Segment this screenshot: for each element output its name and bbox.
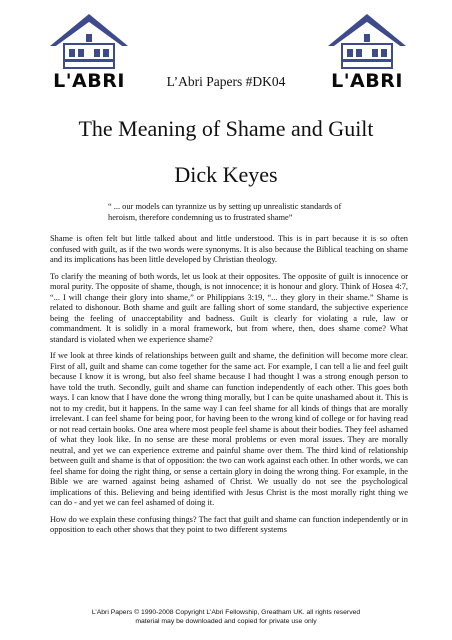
page-footer bbox=[0, 608, 452, 626]
epigraph-line: heroism, therefore condemning us to frustrated shame” bbox=[108, 213, 293, 222]
body-paragraph: Shame is often felt but little talked about and little understood. This is in part because it is so often confused with guilt, as if the two words were synonyms. It is also because the Biblical teaching on shame and its implications has been little developed by Christian theology. bbox=[50, 234, 408, 264]
document-author: Dick Keyes bbox=[174, 162, 278, 187]
epigraph-line: “ ... our models can tyrannize us by setting up unrealistic standards of bbox=[108, 202, 342, 211]
paper-series-label: L’Abri Papers #DK04 bbox=[166, 74, 286, 89]
body-paragraph: If we look at three kinds of relationships between guilt and shame, the definition will become more clear. First of all, guilt and shame can come together for the same act. For example, I can tell a lie and feel guilt because I know it is wrong, but also feel shame because I had thought I was a strong enough person to have told the truth. Secondly, guilt and shame can function independently of each other. This goes both ways. I can know that I have done the wrong thing morally, but I can be quite unashamed about it. This is not to my credit, but it happens. In the same way I can feel shame for all kinds of things that are morally irrelevant. I can feel shame for being poor, for having been to the wrong kind of college or for having read or not read certain books. One area where most people feel shame is about their bodies. They feel ashamed of what they look like. In no sense are these moral problems or even moral issues. They are morally neutral, and yet we can experience extreme and painful shame over them. The third kind of relationship between guilt and shame is that of opposition: the two can work against each other. In other words, we can feel shame for doing the right thing, or sense a certain glory in doing the wrong thing. For example, in the Bible we are warned against being ashamed of Christ. We usually do not see the psychological implications of this. Believing and being identified with Jesus Christ is the most morally right thing we can do - and yet we can feel ashamed of doing it. bbox=[50, 351, 408, 507]
labri-logo-text-left: L'ABRI bbox=[53, 70, 125, 92]
epigraph-quote bbox=[108, 201, 408, 223]
labri-logo-right bbox=[326, 12, 408, 96]
usage-notice: material may be downloaded and copied for private use only bbox=[135, 618, 317, 625]
document-body bbox=[50, 234, 408, 542]
body-paragraph: To clarify the meaning of both words, let us look at their opposites. The opposite of guilt is innocence or moral purity. The opposite of shame, though, is not innocence; it is honour and glory. Think of Hosea 4:7, “... I will change their glory into shame,” or Philippians 3:19, “... they glory in their shame.” Shame is related to dishonour. Both shame and guilt are falling short of some standard, the subjective experience being the feeling of unacceptability and badness. Guilt is clearly for violating a rule, law or commandment. It is solidly in a moral framework, but from where, then, does shame come? What standard is violated when we experience shame? bbox=[50, 271, 408, 344]
labri-logo-text-right: L'ABRI bbox=[331, 70, 403, 92]
chalet-roof-icon bbox=[48, 12, 130, 72]
chalet-roof-icon bbox=[326, 12, 408, 72]
copyright-notice: L’Abri Papers © 1990-2008 Copyright L’Abri Fellowship, Greatham UK. all rights reserved bbox=[91, 609, 361, 616]
body-paragraph: How do we explain these confusing things? The fact that guilt and shame can function independently or in opposition to each other shows that they point to two different systems bbox=[50, 514, 408, 534]
document-title: The Meaning of Shame and Guilt bbox=[78, 116, 374, 141]
